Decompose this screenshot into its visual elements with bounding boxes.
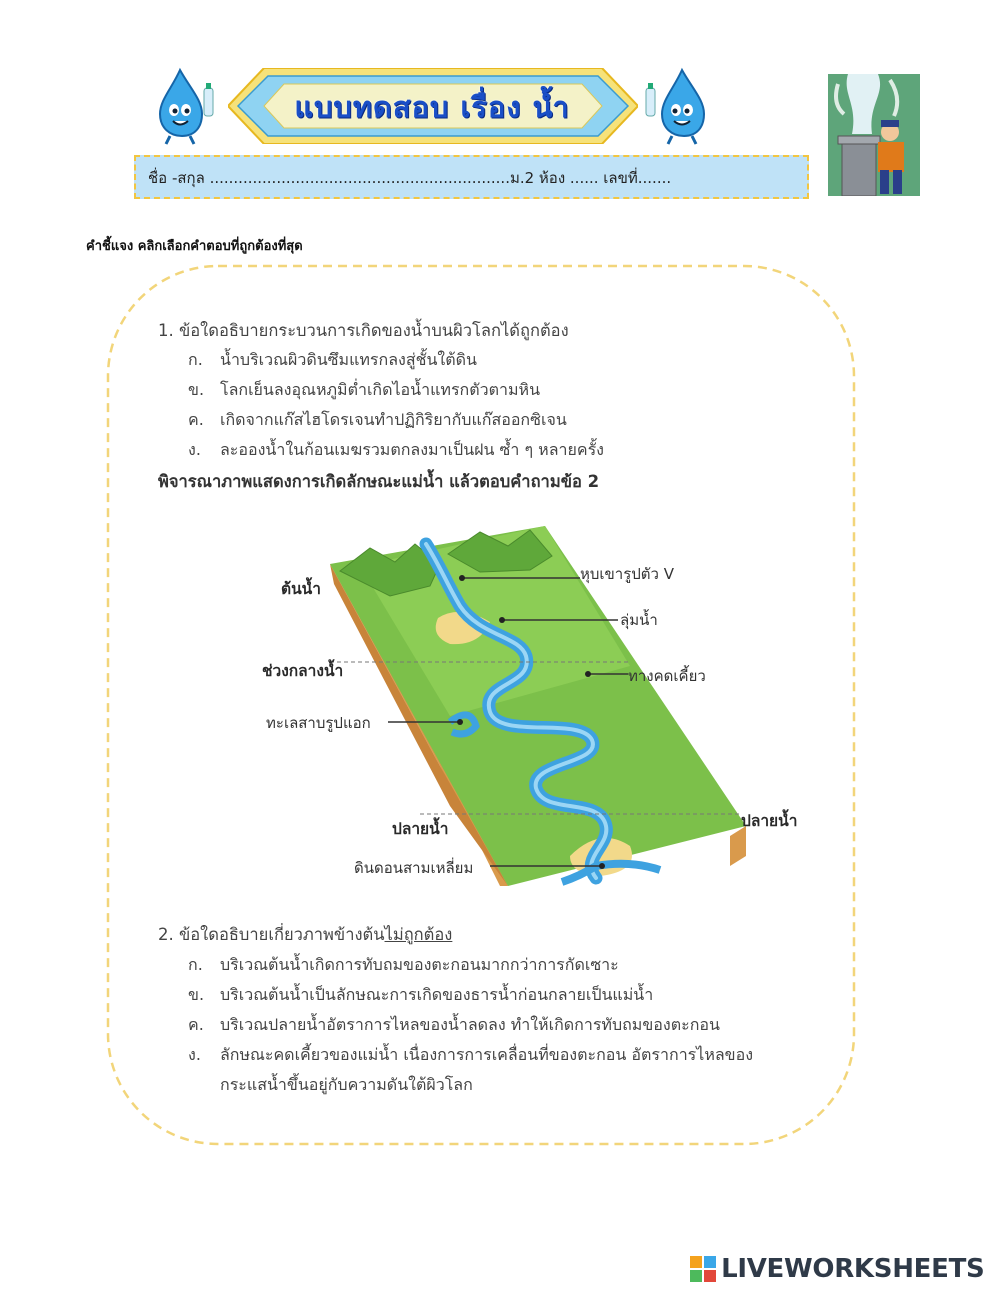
question-1-option-b[interactable]: [188, 378, 540, 403]
option-letter: ง.: [188, 1045, 201, 1064]
water-drop-mascot-right: [638, 66, 710, 146]
question-2-option-a[interactable]: [188, 953, 619, 978]
liveworksheets-logo[interactable]: [690, 1254, 984, 1286]
label-midstream: ช่วงกลางน้ำ: [262, 662, 344, 680]
option-text: ละอองน้ำในก้อนเมฆรวมตกลงมาเป็นฝน ซ้ำ ๆ หลายครั้ง: [220, 440, 604, 459]
question-2-underlined: ไม่ถูกต้อง: [384, 925, 453, 944]
label-basin: ลุ่มน้ำ: [620, 611, 658, 629]
option-letter: ก.: [188, 350, 203, 369]
question-2-option-d-continued: กระแสน้ำขึ้นอยู่กับความดันใต้ผิวโลก: [220, 1075, 473, 1094]
question-2-option-c[interactable]: [188, 1013, 720, 1038]
option-text: บริเวณปลายน้ำอัตราการไหลของน้ำลดลง ทำให้เกิดการทับถมของตะกอน: [220, 1015, 720, 1034]
student-info-line: ชื่อ -สกุล ...............................................................ม.2 ห้อง ...... เลขที่.......: [148, 169, 672, 187]
label-delta: ดินดอนสามเหลี่ยม: [354, 859, 474, 877]
option-text: บริเวณต้นน้ำเกิดการทับถมของตะกอนมากกว่าการกัดเซาะ: [220, 955, 619, 974]
option-text: ลักษณะคดเคี้ยวของแม่น้ำ เนื่องการการเคลื่อนที่ของตะกอน อัตราการไหลของ: [220, 1045, 754, 1064]
question-1-option-a[interactable]: [188, 348, 477, 373]
question-1-option-d[interactable]: [188, 438, 604, 463]
label-oxbow-lake: ทะเลสาบรูปแอก: [266, 714, 371, 732]
question-2-prefix: 2. ข้อใดอธิบายเกี่ยวภาพข้างต้น: [158, 925, 385, 944]
water-drop-mascot-left: [152, 66, 224, 146]
option-text: เกิดจากแก๊สไฮโดรเจนทำปฏิกิริยากับแก๊สออกซิเจน: [220, 410, 567, 429]
diagram-instruction: พิจารณาภาพแสดงการเกิดลักษณะแม่น้ำ แล้วตอบคำถามข้อ 2: [158, 472, 600, 491]
option-letter: ข.: [188, 985, 205, 1004]
option-text: บริเวณต้นน้ำเป็นลักษณะการเกิดของธารน้ำก่อนกลายเป็นแม่น้ำ: [220, 985, 654, 1004]
option-text: น้ำบริเวณผิวดินซึมแทรกลงสู่ชั้นใต้ดิน: [220, 350, 477, 369]
liveworksheets-wordmark: LIVEWORKSHEETS: [721, 1254, 985, 1284]
option-letter: ค.: [188, 1015, 204, 1034]
option-letter: ง.: [188, 440, 201, 459]
label-downstream-left: ปลายน้ำ: [392, 820, 449, 838]
water-worker-illustration: [828, 74, 920, 196]
question-1-text: 1. ข้อใดอธิบายกระบวนการเกิดของน้ำบนผิวโลกได้ถูกต้อง: [158, 321, 569, 340]
option-letter: ข.: [188, 380, 205, 399]
label-downstream-right: ปลายน้ำ: [741, 812, 798, 830]
label-v-valley: หุบเขารูปตัว V: [580, 565, 674, 583]
page-title: แบบทดสอบ เรื่อง น้ำ: [294, 90, 570, 124]
label-meander: ทางคดเคี้ยว: [628, 667, 706, 685]
label-upstream: ต้นน้ำ: [281, 580, 321, 598]
question-2-option-b[interactable]: [188, 983, 653, 1008]
option-letter: ก.: [188, 955, 203, 974]
option-text: โลกเย็นลงอุณหภูมิต่ำเกิดไอน้ำแทรกตัวตามหิน: [220, 380, 540, 399]
liveworksheets-badge-icon: [690, 1256, 716, 1282]
option-letter: ค.: [188, 410, 204, 429]
question-1-option-c[interactable]: [188, 408, 567, 433]
question-2-option-d[interactable]: [188, 1043, 753, 1068]
question-2-text: [158, 922, 452, 948]
instruction-text: คำชี้แจง คลิกเลือกคำตอบที่ถูกต้องที่สุด: [86, 239, 303, 254]
